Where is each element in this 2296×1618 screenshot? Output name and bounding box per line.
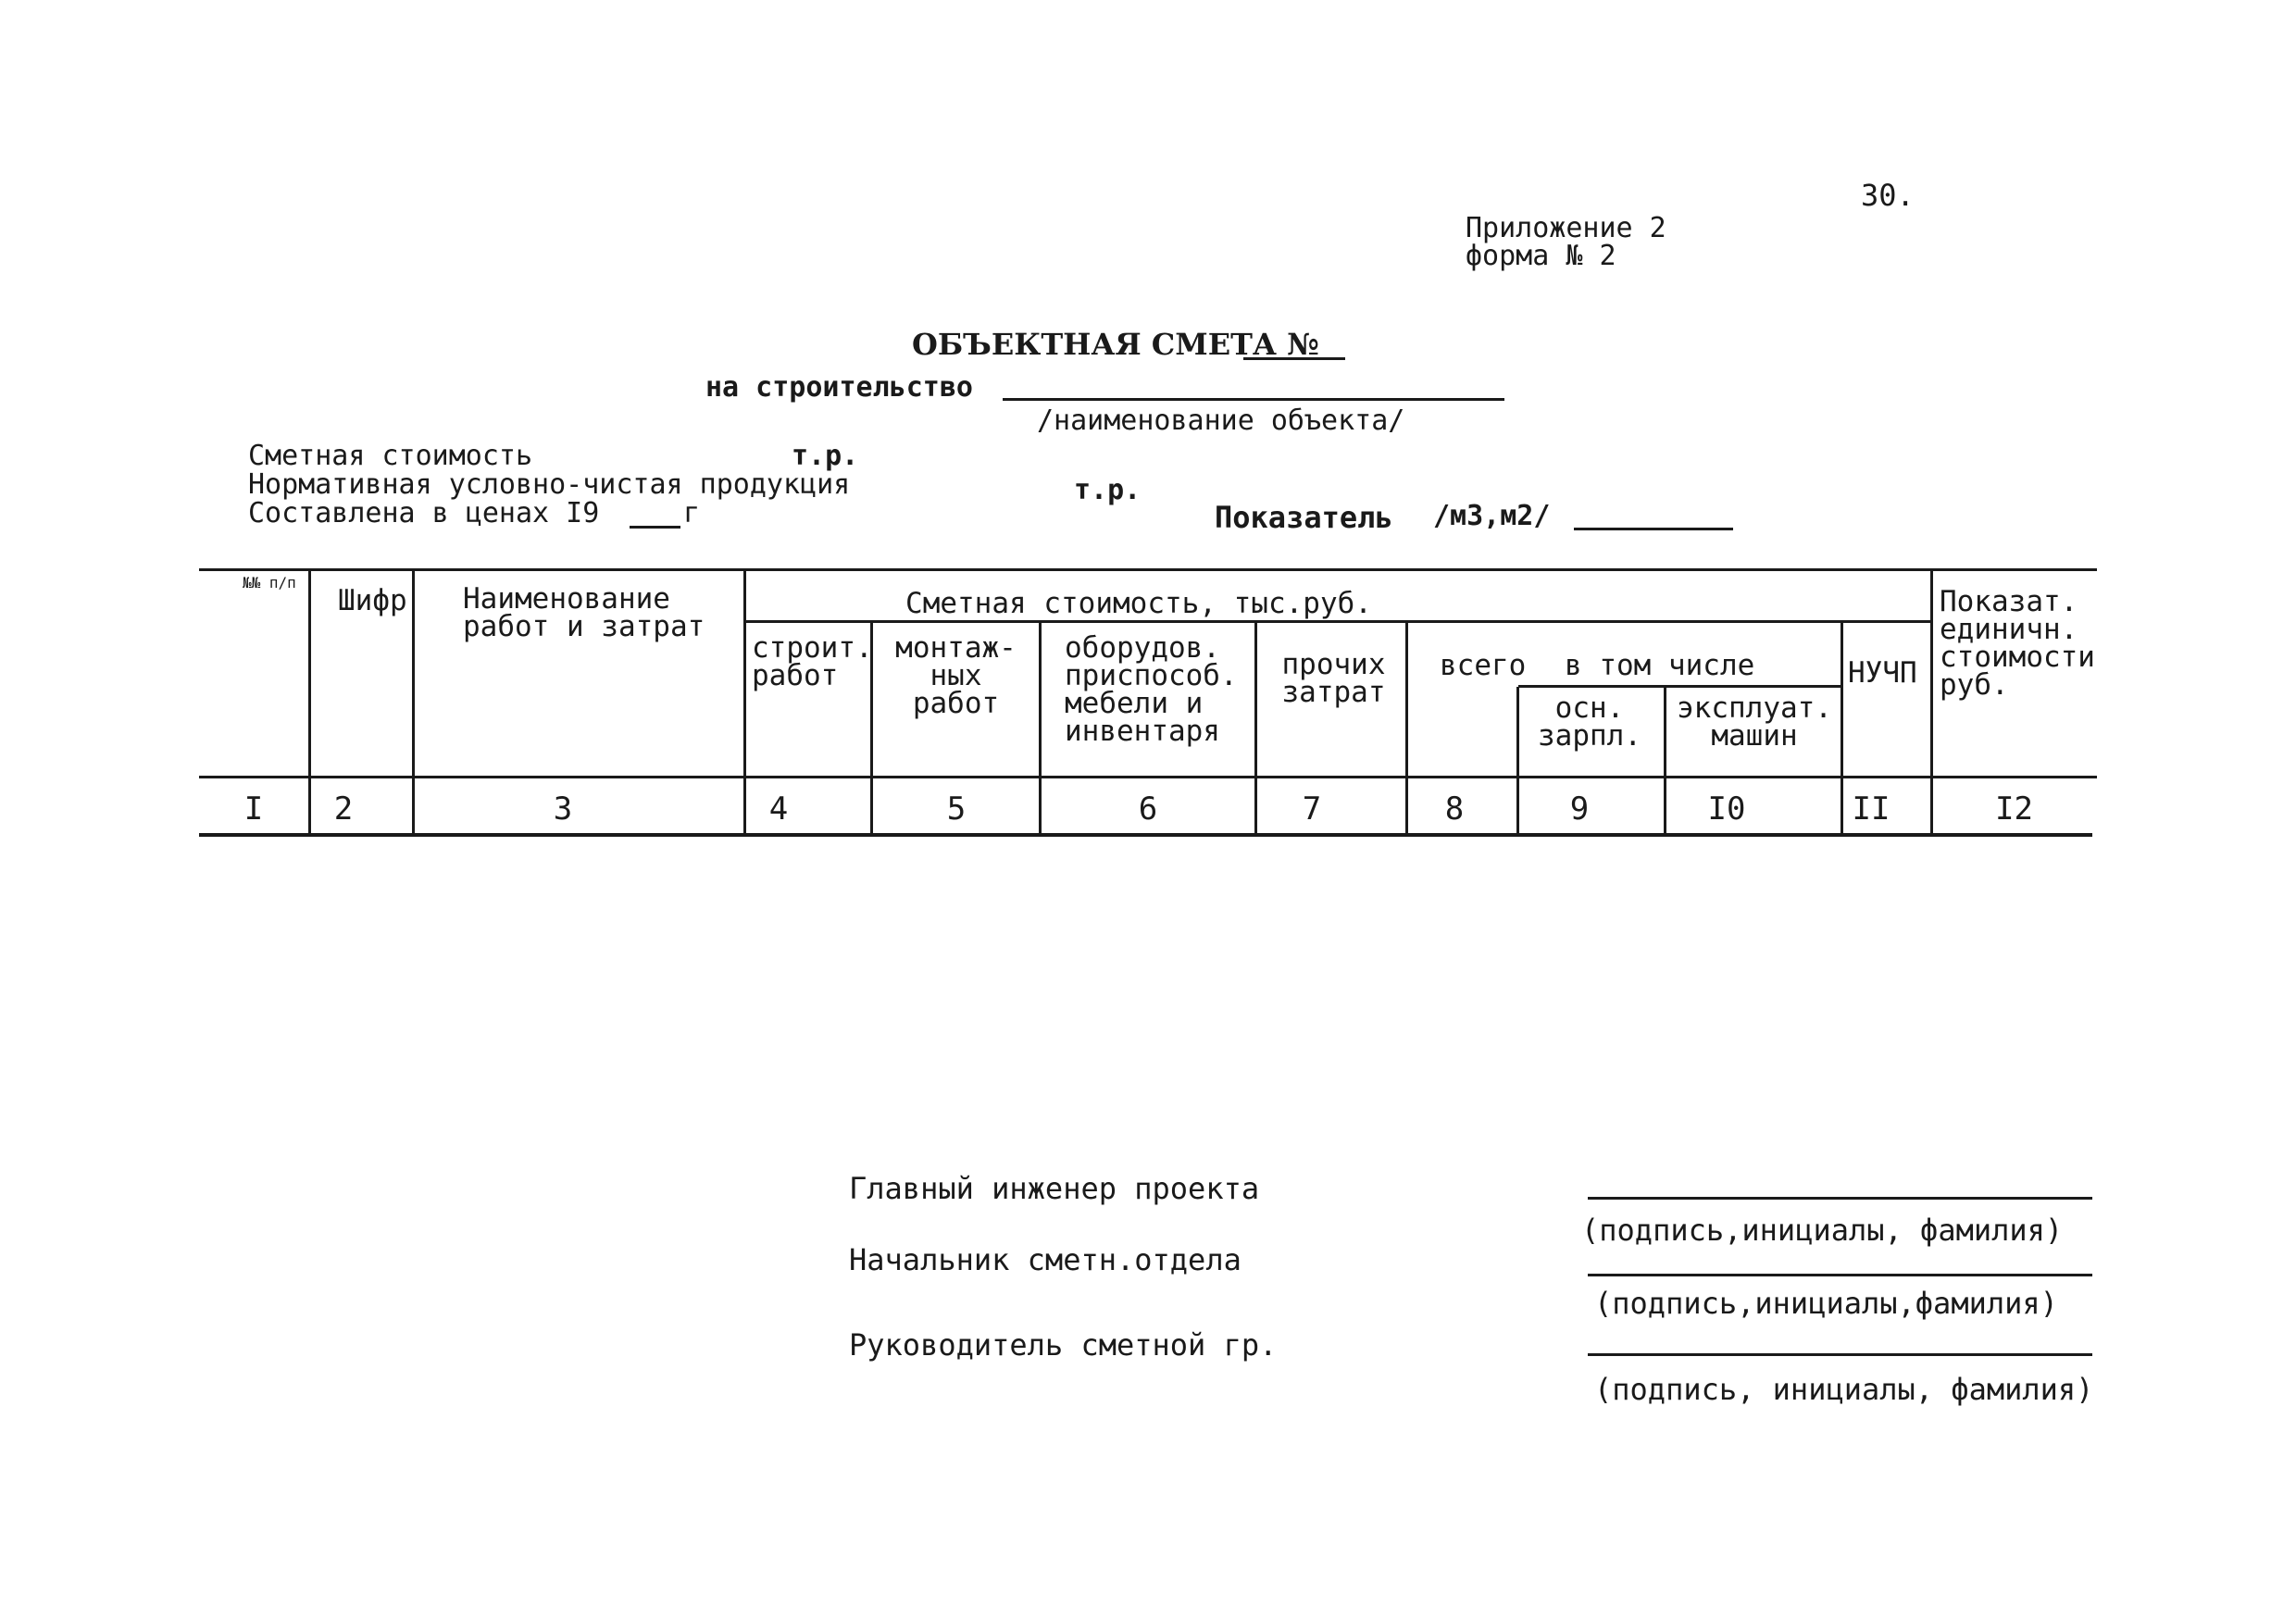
header-bottom-line [199, 776, 2097, 778]
column-number: 8 [1444, 790, 1465, 828]
column-number: 5 [946, 790, 967, 828]
header-col11: НУЧП [1848, 656, 1917, 690]
signature-role: Начальник сметн.отдела [849, 1242, 1242, 1277]
indicator-unit: /м3,м2/ [1433, 500, 1551, 532]
column-number: 9 [1569, 790, 1590, 828]
column-number: 4 [768, 790, 789, 828]
norm-unit: т.р. [1074, 474, 1142, 506]
column-number: I0 [1707, 790, 1746, 828]
header-col2: Шифр [338, 584, 407, 617]
object-caption: /наименование объекта/ [1037, 404, 1405, 437]
signature-line [1588, 1197, 2092, 1200]
table-top-line [199, 568, 2097, 571]
indicator-label: Показатель [1215, 500, 1393, 535]
column-number: 7 [1302, 790, 1322, 828]
header-col8: всего [1440, 649, 1527, 682]
page-number: 30. [1861, 178, 1915, 213]
subtitle: на строительство [705, 371, 973, 404]
column-number: II [1852, 790, 1890, 828]
object-name-blank [1003, 398, 1504, 401]
prices-suffix: г [683, 497, 701, 529]
indicator-blank [1574, 528, 1733, 530]
header-col5: монтаж- ных работ [895, 631, 1017, 720]
document-title: ОБЪЕКТНАЯ СМЕТА № [912, 327, 1319, 362]
column-number: I [243, 790, 264, 828]
year-blank [630, 526, 680, 529]
signature-caption: (подпись,инициалы, фамилия) [1581, 1213, 2064, 1248]
header-col9: осн. зарпл. [1538, 691, 1641, 753]
header-col3: Наименование работ и затрат [463, 582, 705, 643]
column-number: 6 [1138, 790, 1158, 828]
prices-label: Составлена в ценах I9 [248, 497, 600, 529]
appendix-label: Приложение 2 [1466, 212, 1666, 244]
header-col1: №№ п/п [243, 574, 296, 591]
numbers-bottom-line [199, 833, 2092, 837]
signature-caption: (подпись, инициалы, фамилия) [1594, 1372, 2094, 1407]
signature-role: Руководитель сметной гр. [849, 1327, 1278, 1363]
cost-label: Сметная стоимость [248, 440, 533, 472]
signature-caption: (подпись,инициалы,фамилия) [1594, 1286, 2058, 1321]
column-number: I2 [1995, 790, 2033, 828]
cost-unit: т.р. [792, 440, 859, 472]
signature-line [1588, 1274, 2092, 1276]
column-number: 2 [333, 790, 354, 828]
signature-role: Главный инженер проекта [849, 1171, 1260, 1206]
header-col12: Показат. единичн. стоимости руб. [1940, 585, 2095, 702]
signature-line [1588, 1353, 2092, 1356]
header-subgroup: в том числе [1565, 649, 1755, 682]
header-col10: эксплуат. машин [1677, 691, 1832, 753]
group-header-line [745, 620, 1930, 623]
norm-label: Нормативная условно-чистая продукция [248, 468, 851, 501]
title-number-blank [1243, 357, 1345, 360]
column-number: 3 [553, 790, 573, 828]
header-group: Сметная стоимость, тыс.руб. [905, 587, 1372, 620]
header-col4: строит. работ [752, 631, 873, 692]
header-col6: оборудов. приспособ. мебели и инвентаря [1065, 631, 1238, 748]
form-number: форма № 2 [1466, 240, 1616, 272]
header-col7: прочих затрат [1281, 648, 1386, 709]
subgroup-line [1518, 685, 1842, 688]
